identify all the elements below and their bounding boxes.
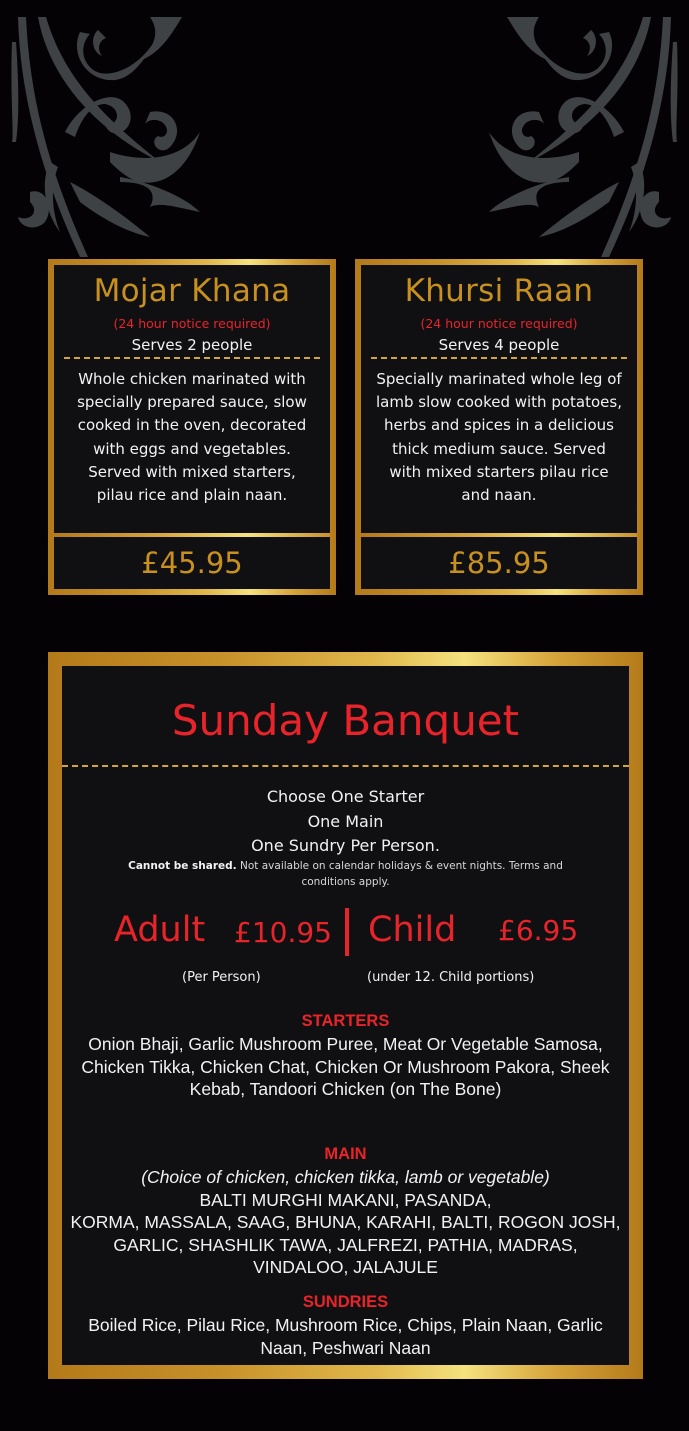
rule-line: One Main (307, 811, 384, 831)
card-title: Mojar Khana (93, 273, 291, 309)
serves-text: Serves 2 people (131, 336, 253, 354)
gold-divider (361, 533, 637, 537)
banquet-rules (62, 785, 629, 859)
gold-divider (54, 533, 330, 537)
dashed-divider (371, 357, 627, 359)
adult-note: (Per Person) (182, 970, 261, 985)
rule-line: Choose One Starter (266, 787, 425, 806)
floral-swirl-icon (10, 12, 210, 262)
menu-card-khursi-raan (355, 259, 643, 595)
sundries-list: Boiled Rice, Pilau Rice, Mushroom Rice, Chips, Plain Naan, Garlic Naan, Peshwari Naan (88, 1315, 603, 1358)
serves-text: Serves 4 people (438, 336, 560, 354)
card-title: Khursi Raan (404, 273, 594, 309)
main-choice-note: (Choice of chicken, chicken tikka, lamb or vegetable) (141, 1167, 550, 1187)
notice-text: (24 hour notice required) (420, 316, 578, 331)
card-description: Specially marinated whole leg of lamb slow cooked with potatoes, herbs and spices in a delicious thick medium sauce. Served with mixed starters pilau rice and naan. (376, 370, 622, 505)
card-panel (54, 265, 330, 589)
sundries-heading: SUNDRIES (302, 1293, 389, 1311)
price-separator (345, 908, 349, 956)
card-panel (361, 265, 637, 589)
adult-label: Adult (114, 910, 206, 950)
card-price: £85.95 (448, 546, 550, 580)
main-items-line1: BALTI MURGHI MAKANI, PASANDA, (199, 1189, 492, 1210)
banquet-prices (62, 908, 629, 958)
main-list (68, 1166, 623, 1279)
card-description: Whole chicken marinated with specially prepared sauce, slow cooked in the oven, decorated with eggs and vegetables. Served with mixed starters, pilau rice and plain naan. (77, 370, 307, 505)
rule-line: One Sundry Per Person. (251, 836, 440, 855)
adult-price: £10.95 (234, 916, 332, 949)
banquet-title: Sunday Banquet (171, 696, 520, 745)
dashed-divider (62, 765, 629, 767)
sunday-banquet-panel (48, 652, 643, 1379)
starters-heading: STARTERS (301, 1012, 390, 1030)
floral-swirl-icon (479, 12, 679, 262)
main-items: KORMA, MASSALA, SAAG, BHUNA, KARAHI, BALTI, ROGON JOSH, GARLIC, SHASHLIK TAWA, JALFREZI, PATHIA, MADRAS, VINDALOO, JALAJULE (70, 1212, 621, 1278)
child-label: Child (368, 910, 457, 950)
card-price: £45.95 (141, 546, 243, 580)
dashed-divider (64, 357, 320, 359)
main-heading: MAIN (324, 1145, 367, 1163)
banquet-inner (62, 666, 629, 1365)
terms-rest: Not available on calendar holidays & event nights. Terms and conditions apply. (236, 860, 563, 888)
starters-list: Onion Bhaji, Garlic Mushroom Puree, Meat Or Vegetable Samosa, Chicken Tikka, Chicken Chat, Chicken Or Mushroom Pakora, Sheek Kebab, Tandoori Chicken (on The Bone) (81, 1034, 610, 1100)
menu-card-mojar-khana (48, 259, 336, 595)
child-note: (under 12. Child portions) (367, 970, 535, 985)
terms-bold: Cannot be shared. (128, 860, 237, 872)
child-price: £6.95 (498, 914, 579, 947)
notice-text: (24 hour notice required) (113, 316, 271, 331)
terms-text (122, 858, 569, 890)
